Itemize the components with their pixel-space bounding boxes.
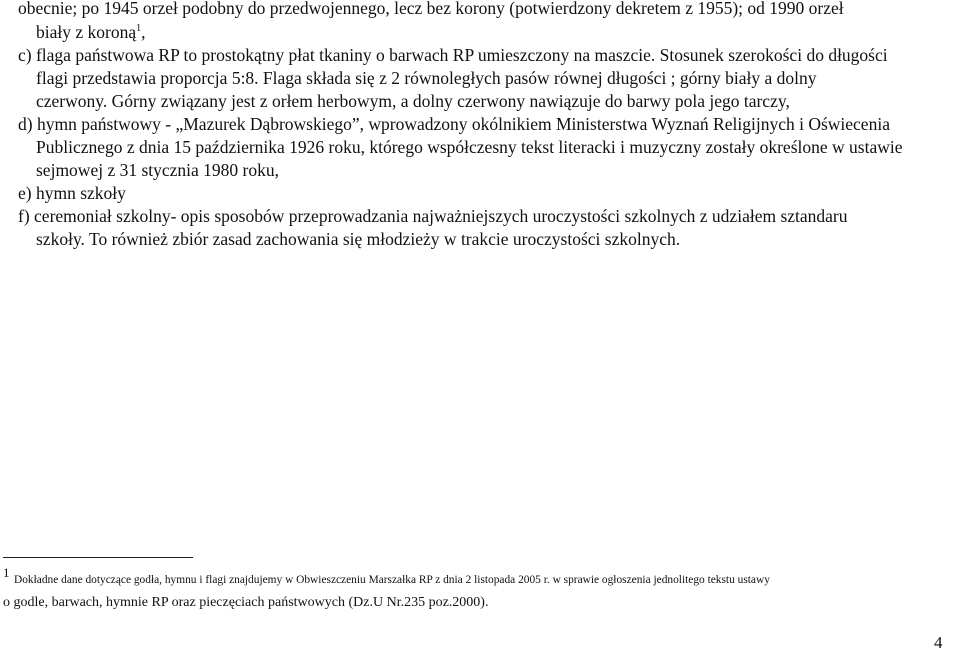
footnote-separator [3, 557, 193, 558]
text-line-5: czerwony. Górny związany jest z orłem herbowym, a dolny czerwony nawiązuje do barwy pola jego tarczy, [36, 91, 790, 111]
text-line-1: obecnie; po 1945 orzeł podobny do przedwojennego, lecz bez korony (potwierdzony dekretem z 1955); od 1990 orzeł [18, 0, 844, 18]
text-line-3: c) flaga państwowa RP to prostokątny płat tkaniny o barwach RP umieszczony na maszcie. Stosunek szerokości do długości [18, 45, 888, 65]
text-line-6: d) hymn państwowy - „Mazurek Dąbrowskiego”, wprowadzony okólnikiem Ministerstwa Wyznań Religijnych i Oświecenia [18, 114, 890, 134]
text-line-9: e) hymn szkoły [18, 183, 126, 203]
text-line-4: flagi przedstawia proporcja 5:8. Flaga składa się z 2 równoległych pasów równej długości ; górny biały a dolny [36, 68, 817, 88]
text-line-8: sejmowej z 31 stycznia 1980 roku, [36, 160, 280, 180]
text-line-2 [36, 21, 145, 43]
text-line-7: Publicznego z dnia 15 października 1926 roku, którego współczesny tekst literacki i muzyczny zostały określone w ustawie [36, 137, 903, 157]
text-line-10: f) ceremoniał szkolny- opis sposobów przeprowadzania najważniejszych uroczystości szkolnych z udziałem sztandaru [18, 206, 848, 226]
footnote-line-2: o godle, barwach, hymnie RP oraz pieczęciach państwowych (Dz.U Nr.235 poz.2000). [3, 595, 489, 610]
text-line-2-end: , [141, 22, 146, 42]
text-line-2-main: biały z koroną [36, 22, 137, 42]
page-number: 4 [934, 633, 943, 652]
text-line-11: szkoły. To również zbiór zasad zachowania się młodzieży w trakcie uroczystości szkolnych. [36, 229, 681, 249]
footnote-number: 1 [3, 565, 10, 580]
footnote-line-1: Dokładne dane dotyczące godła, hymnu i flagi znajdujemy w Obwieszczeniu Marszałka RP z dnia 2 listopada 2005 r. w sprawie ogłoszenia jednolitego tekstu ustawy [14, 574, 770, 586]
footnote-reference: 1 [136, 23, 142, 34]
